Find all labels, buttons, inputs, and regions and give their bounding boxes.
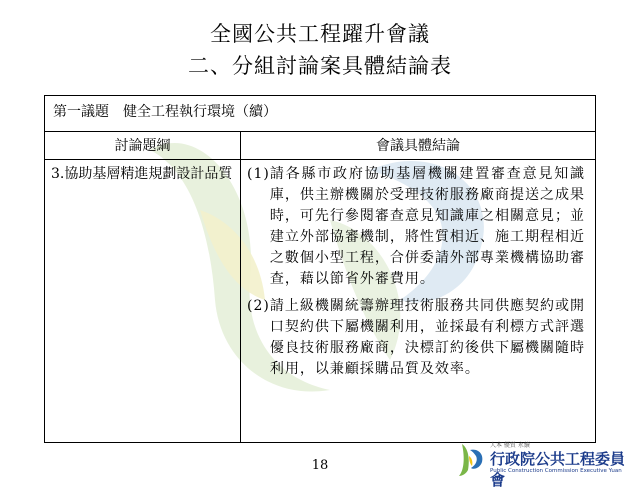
page-title: 全國公共工程躍升會議: [210, 22, 430, 46]
conclusion-text: 請各縣市政府協助基層機關建置審查意見知識庫，供主辦機關於受理技術服務廠商提送之成果時，可先行參閱審查意見知識庫之相關意見；並建立外部協審機制，將性質相近、施工期程相近之數個小型工程，合併委請外部專業機構協助審查，藉以節省外審費用。: [269, 166, 585, 287]
conclusion-number: (1): [247, 166, 270, 182]
logo-name: 行政院公共工程委員會: [490, 450, 626, 489]
conclusion-item: [247, 296, 585, 380]
conclusion-cell: [241, 160, 596, 443]
conclusion-table: [44, 95, 596, 443]
page-subtitle: 二、分組討論案具體結論表: [188, 54, 452, 78]
page-number: 18: [311, 458, 329, 473]
logo-slogan: 人本 優質 永續: [490, 442, 530, 449]
agency-emblem-icon: [456, 440, 488, 478]
conclusion-item: [247, 164, 585, 290]
header-topic: 討論題綱: [45, 132, 241, 160]
conclusion-number: (2): [247, 298, 270, 314]
conclusion-text: 請上級機關統籌辦理技術服務共同供應契約或開口契約供下屬機關利用，並採最有利標方式評選優良技術服務廠商，決標訂約後供下屬機關隨時利用，以兼顧採購品質及效率。: [269, 298, 585, 377]
header-conclusion: 會議具體結論: [241, 132, 596, 160]
topic-cell: 3.協助基層精進規劃設計品質: [45, 160, 241, 443]
agency-logo: [456, 440, 636, 489]
logo-english: Public Construction Commission Executive Yuan: [490, 468, 622, 474]
agenda-title: 第一議題 健全工程執行環境（續）: [45, 96, 596, 132]
